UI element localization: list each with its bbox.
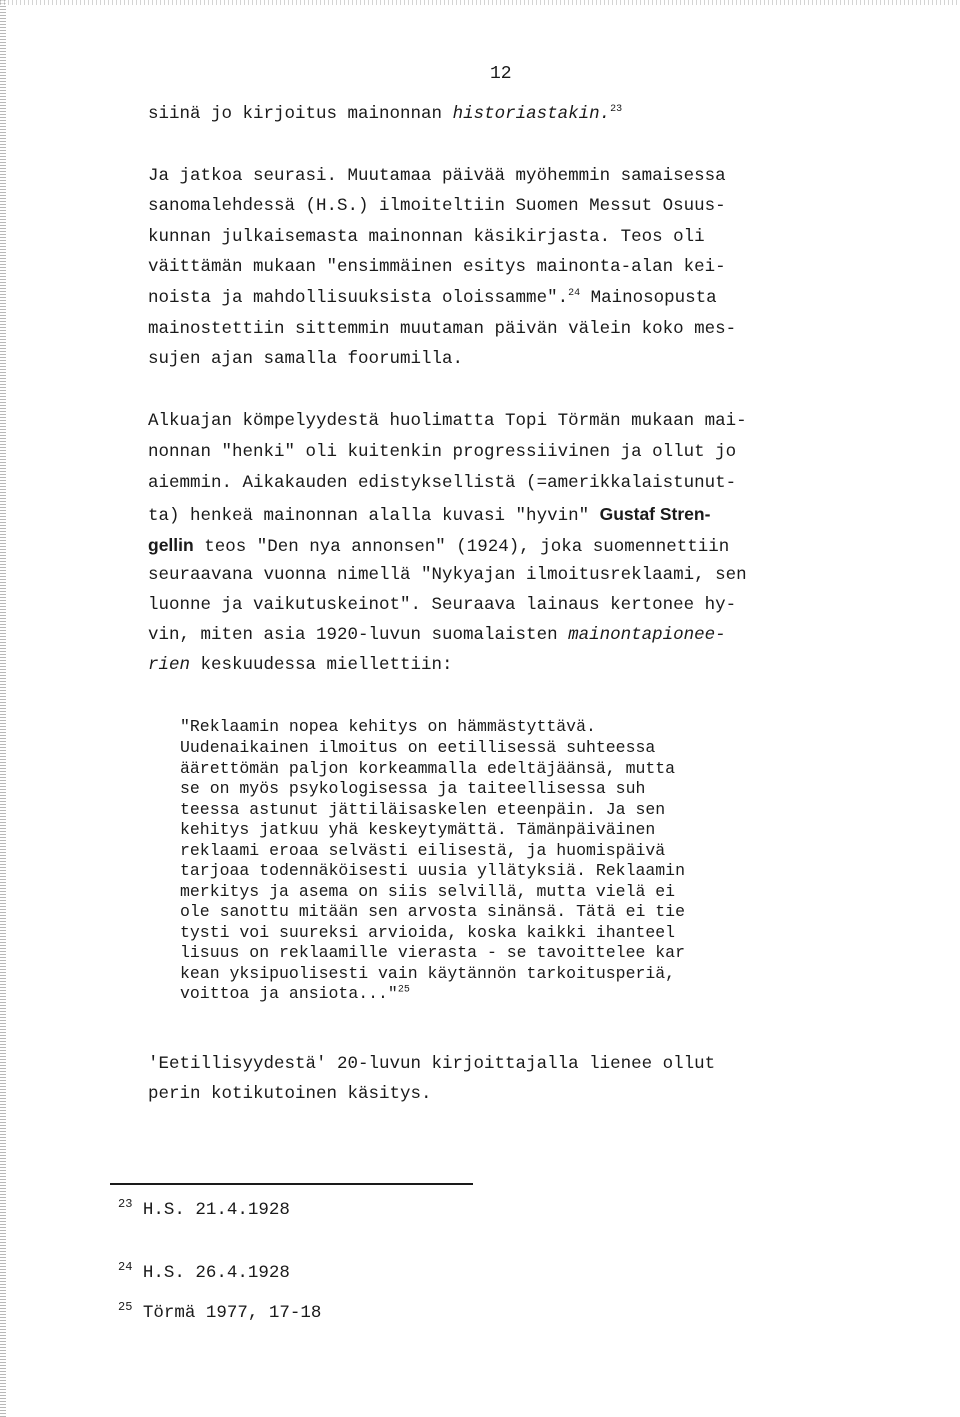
paragraph-3-line-9: rien keskuudessa miellettiin:	[148, 655, 453, 675]
quote-line-11: tysti voi suureksi arvioida, koska kaikki ihanteel	[180, 923, 676, 942]
italic-text: mainontapionee-	[568, 625, 726, 645]
paragraph-3-line-3: aiemmin. Aikakauden edistyksellistä (=amerikkalaistunut-	[148, 473, 737, 493]
quote-line-14: voittoa ja ansiota..."$^{25}$	[180, 984, 410, 1003]
page-number: 12	[490, 64, 512, 84]
quote-line-12: lisuus on reklaamille vierasta - se tavoittelee kar	[180, 943, 685, 962]
bold-name: Gustaf Stren-	[599, 504, 711, 524]
paragraph-4-line-2: perin kotikutoinen käsitys.	[148, 1084, 432, 1104]
footnote-24: $^{24}$ H.S. 26.4.1928	[118, 1260, 290, 1283]
bold-name: gellin	[148, 535, 194, 555]
paragraph-2-line-4: väittämän mukaan "ensimmäinen esitys mainonta-alan kei-	[148, 257, 726, 277]
paragraph-4-line-1: 'Eetillisyydestä' 20-luvun kirjoittajalla lienee ollut	[148, 1054, 716, 1074]
quote-line-2: Uudenaikainen ilmoitus on eetillisessä suhteessa	[180, 738, 656, 757]
footnote-ref-23: 23	[610, 104, 623, 116]
paragraph-3-line-1: Alkuajan kömpelyydestä huolimatta Topi Törmän mukaan mai-	[148, 411, 747, 431]
paragraph-3-line-6: seuraavana vuonna nimellä "Nykyajan ilmoitusreklaami, sen	[148, 565, 747, 585]
quote-line-5: teessa astunut jättiläisaskelen eteenpäin. Ja sen	[180, 800, 666, 819]
paragraph-1-line-1: siinä jo kirjoitus mainonnan historiastakin.$^{23}$	[148, 104, 623, 124]
quote-line-7: reklaami eroaa selvästi eilisestä, ja huomispäivä	[180, 841, 666, 860]
paragraph-3-line-8: vin, miten asia 1920-luvun suomalaisten mainontapionee-	[148, 625, 726, 645]
paragraph-3-line-2: nonnan "henki" oli kuitenkin progressiivinen ja ollut jo	[148, 442, 737, 462]
footnote-separator	[110, 1183, 473, 1185]
footnote-23: $^{23}$ H.S. 21.4.1928	[118, 1197, 290, 1220]
quote-line-4: se on myös psykologisessa ja taiteellisessa suh	[180, 779, 646, 798]
paragraph-2-line-1: Ja jatkoa seurasi. Muutamaa päivää myöhemmin samaisessa	[148, 166, 726, 186]
italic-text: historiastakin.	[452, 104, 611, 124]
quote-line-9: merkitys ja asema on siis selvillä, mutta vielä ei	[180, 882, 676, 901]
footnote-ref-24: 24	[568, 288, 581, 300]
quote-line-10: ole sanottu mitään sen arvosta sinänsä. Tätä ei tie	[180, 902, 685, 921]
quote-line-8: tarjoaa todennäköisesti uusia yllätyksiä. Reklaamin	[180, 861, 685, 880]
paragraph-3-line-4: ta) henkeä mainonnan alalla kuvasi "hyvin" Gustaf Stren-	[148, 504, 711, 526]
scan-top-edge	[0, 0, 960, 5]
paragraph-2-line-6: mainostettiin sittemmin muutaman päivän välein koko mes-	[148, 319, 737, 339]
footnote-ref-25: 25	[397, 984, 410, 996]
scan-left-edge	[0, 0, 6, 1417]
paragraph-2-line-2: sanomalehdessä (H.S.) ilmoiteltiin Suomen Messut Osuus-	[148, 196, 726, 216]
quote-line-6: kehitys jatkuu yhä keskeytymättä. Tämänpäiväinen	[180, 820, 656, 839]
paragraph-2-line-5: noista ja mahdollisuuksista oloissamme".$^{24}$ Mainosopusta	[148, 288, 717, 308]
quote-line-1: "Reklaamin nopea kehitys on hämmästyttävä.	[180, 717, 596, 736]
quote-line-3: äärettömän paljon korkeammalla edeltäjäänsä, mutta	[180, 759, 676, 778]
paragraph-3-line-5: gellin teos "Den nya annonsen" (1924), joka suomennettiin	[148, 535, 730, 557]
paragraph-3-line-7: luonne ja vaikutuskeinot". Seuraava lainaus kertonee hy-	[148, 595, 737, 615]
quote-line-13: kean yksipuolisesti vain käytännön tarkoitusperiä,	[180, 964, 676, 983]
paragraph-2-line-3: kunnan julkaisemasta mainonnan käsikirjasta. Teos oli	[148, 227, 705, 247]
footnote-25: $^{25}$ Törmä 1977, 17-18	[118, 1300, 322, 1323]
italic-text: rien	[148, 655, 191, 675]
paragraph-2-line-7: sujen ajan samalla foorumilla.	[148, 349, 464, 369]
